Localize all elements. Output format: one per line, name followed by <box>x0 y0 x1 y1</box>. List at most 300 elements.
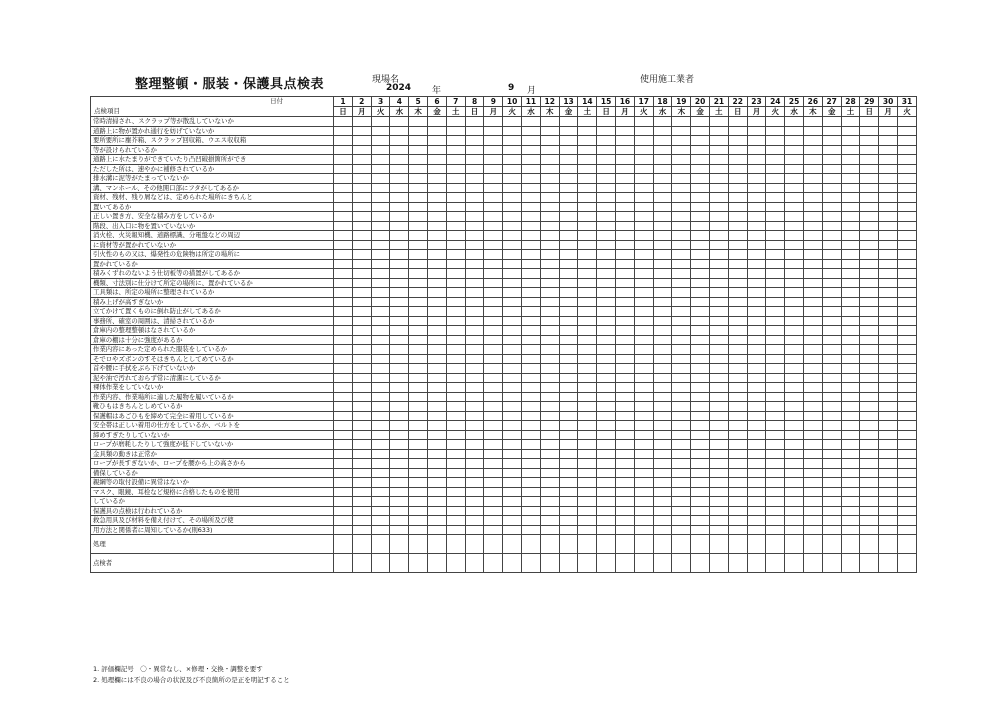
check-cell[interactable] <box>522 402 541 412</box>
check-cell[interactable] <box>616 307 635 317</box>
check-cell[interactable] <box>785 126 804 136</box>
check-cell[interactable] <box>691 364 710 374</box>
check-cell[interactable] <box>616 354 635 364</box>
check-cell[interactable] <box>352 259 371 269</box>
check-cell[interactable] <box>446 497 465 507</box>
check-cell[interactable] <box>597 497 616 507</box>
check-cell[interactable] <box>465 411 484 421</box>
check-cell[interactable] <box>897 221 916 231</box>
check-cell[interactable] <box>409 430 428 440</box>
check-cell[interactable] <box>540 183 559 193</box>
check-cell[interactable] <box>484 231 503 241</box>
check-cell[interactable] <box>559 335 578 345</box>
check-cell[interactable] <box>409 202 428 212</box>
check-cell[interactable] <box>334 288 353 298</box>
check-cell[interactable] <box>747 392 766 402</box>
check-cell[interactable] <box>879 164 898 174</box>
check-cell[interactable] <box>352 250 371 260</box>
check-cell[interactable] <box>578 392 597 402</box>
check-cell[interactable] <box>616 269 635 279</box>
check-cell[interactable] <box>597 297 616 307</box>
check-cell[interactable] <box>860 297 879 307</box>
check-cell[interactable] <box>352 392 371 402</box>
check-cell[interactable] <box>503 183 522 193</box>
check-cell[interactable] <box>804 278 823 288</box>
check-cell[interactable] <box>616 316 635 326</box>
check-cell[interactable] <box>484 126 503 136</box>
check-cell[interactable] <box>446 535 465 554</box>
check-cell[interactable] <box>334 335 353 345</box>
check-cell[interactable] <box>352 354 371 364</box>
check-cell[interactable] <box>465 307 484 317</box>
check-cell[interactable] <box>804 335 823 345</box>
check-cell[interactable] <box>578 497 597 507</box>
check-cell[interactable] <box>710 335 729 345</box>
check-cell[interactable] <box>428 240 447 250</box>
check-cell[interactable] <box>653 240 672 250</box>
check-cell[interactable] <box>559 345 578 355</box>
check-cell[interactable] <box>691 468 710 478</box>
check-cell[interactable] <box>766 554 785 573</box>
check-cell[interactable] <box>428 145 447 155</box>
check-cell[interactable] <box>409 345 428 355</box>
check-cell[interactable] <box>747 183 766 193</box>
check-cell[interactable] <box>897 212 916 222</box>
check-cell[interactable] <box>804 288 823 298</box>
check-cell[interactable] <box>897 554 916 573</box>
check-cell[interactable] <box>446 145 465 155</box>
check-cell[interactable] <box>822 212 841 222</box>
check-cell[interactable] <box>540 478 559 488</box>
check-cell[interactable] <box>352 516 371 526</box>
check-cell[interactable] <box>804 326 823 336</box>
check-cell[interactable] <box>409 506 428 516</box>
check-cell[interactable] <box>747 478 766 488</box>
check-cell[interactable] <box>597 202 616 212</box>
check-cell[interactable] <box>352 440 371 450</box>
check-cell[interactable] <box>822 525 841 535</box>
check-cell[interactable] <box>578 212 597 222</box>
check-cell[interactable] <box>465 155 484 165</box>
check-cell[interactable] <box>540 392 559 402</box>
check-cell[interactable] <box>616 278 635 288</box>
check-cell[interactable] <box>897 487 916 497</box>
check-cell[interactable] <box>540 535 559 554</box>
check-cell[interactable] <box>897 145 916 155</box>
check-cell[interactable] <box>578 421 597 431</box>
check-cell[interactable] <box>559 421 578 431</box>
check-cell[interactable] <box>559 145 578 155</box>
check-cell[interactable] <box>691 487 710 497</box>
check-cell[interactable] <box>879 202 898 212</box>
check-cell[interactable] <box>503 297 522 307</box>
check-cell[interactable] <box>559 516 578 526</box>
check-cell[interactable] <box>371 421 390 431</box>
check-cell[interactable] <box>578 278 597 288</box>
check-cell[interactable] <box>653 354 672 364</box>
check-cell[interactable] <box>597 269 616 279</box>
check-cell[interactable] <box>428 278 447 288</box>
check-cell[interactable] <box>446 364 465 374</box>
check-cell[interactable] <box>728 297 747 307</box>
check-cell[interactable] <box>428 231 447 241</box>
check-cell[interactable] <box>785 354 804 364</box>
check-cell[interactable] <box>428 411 447 421</box>
check-cell[interactable] <box>428 478 447 488</box>
check-cell[interactable] <box>503 250 522 260</box>
check-cell[interactable] <box>691 516 710 526</box>
check-cell[interactable] <box>334 459 353 469</box>
check-cell[interactable] <box>540 250 559 260</box>
check-cell[interactable] <box>897 506 916 516</box>
check-cell[interactable] <box>428 155 447 165</box>
check-cell[interactable] <box>766 373 785 383</box>
check-cell[interactable] <box>616 554 635 573</box>
check-cell[interactable] <box>578 525 597 535</box>
check-cell[interactable] <box>691 354 710 364</box>
check-cell[interactable] <box>503 307 522 317</box>
check-cell[interactable] <box>616 497 635 507</box>
check-cell[interactable] <box>616 468 635 478</box>
check-cell[interactable] <box>804 231 823 241</box>
check-cell[interactable] <box>465 525 484 535</box>
check-cell[interactable] <box>465 373 484 383</box>
check-cell[interactable] <box>860 421 879 431</box>
check-cell[interactable] <box>785 459 804 469</box>
check-cell[interactable] <box>352 174 371 184</box>
check-cell[interactable] <box>540 231 559 241</box>
check-cell[interactable] <box>879 117 898 127</box>
check-cell[interactable] <box>766 164 785 174</box>
check-cell[interactable] <box>879 155 898 165</box>
check-cell[interactable] <box>766 440 785 450</box>
check-cell[interactable] <box>634 402 653 412</box>
check-cell[interactable] <box>522 411 541 421</box>
check-cell[interactable] <box>390 145 409 155</box>
check-cell[interactable] <box>465 402 484 412</box>
check-cell[interactable] <box>371 487 390 497</box>
check-cell[interactable] <box>766 183 785 193</box>
check-cell[interactable] <box>822 269 841 279</box>
check-cell[interactable] <box>390 440 409 450</box>
check-cell[interactable] <box>653 392 672 402</box>
check-cell[interactable] <box>578 478 597 488</box>
check-cell[interactable] <box>409 164 428 174</box>
check-cell[interactable] <box>409 269 428 279</box>
check-cell[interactable] <box>634 497 653 507</box>
check-cell[interactable] <box>634 478 653 488</box>
check-cell[interactable] <box>879 269 898 279</box>
check-cell[interactable] <box>747 145 766 155</box>
check-cell[interactable] <box>390 373 409 383</box>
check-cell[interactable] <box>559 364 578 374</box>
check-cell[interactable] <box>465 164 484 174</box>
check-cell[interactable] <box>634 202 653 212</box>
check-cell[interactable] <box>653 411 672 421</box>
check-cell[interactable] <box>766 411 785 421</box>
check-cell[interactable] <box>634 231 653 241</box>
check-cell[interactable] <box>484 164 503 174</box>
check-cell[interactable] <box>728 459 747 469</box>
check-cell[interactable] <box>465 221 484 231</box>
check-cell[interactable] <box>691 535 710 554</box>
check-cell[interactable] <box>672 402 691 412</box>
check-cell[interactable] <box>616 136 635 146</box>
check-cell[interactable] <box>390 202 409 212</box>
check-cell[interactable] <box>446 307 465 317</box>
check-cell[interactable] <box>371 278 390 288</box>
check-cell[interactable] <box>804 364 823 374</box>
check-cell[interactable] <box>597 392 616 402</box>
check-cell[interactable] <box>747 383 766 393</box>
check-cell[interactable] <box>522 354 541 364</box>
check-cell[interactable] <box>484 373 503 383</box>
check-cell[interactable] <box>334 278 353 288</box>
check-cell[interactable] <box>747 411 766 421</box>
check-cell[interactable] <box>860 202 879 212</box>
check-cell[interactable] <box>334 269 353 279</box>
check-cell[interactable] <box>540 278 559 288</box>
check-cell[interactable] <box>766 231 785 241</box>
check-cell[interactable] <box>728 126 747 136</box>
check-cell[interactable] <box>822 535 841 554</box>
check-cell[interactable] <box>766 430 785 440</box>
check-cell[interactable] <box>616 117 635 127</box>
check-cell[interactable] <box>465 506 484 516</box>
check-cell[interactable] <box>728 316 747 326</box>
check-cell[interactable] <box>879 193 898 203</box>
check-cell[interactable] <box>540 155 559 165</box>
check-cell[interactable] <box>710 155 729 165</box>
check-cell[interactable] <box>446 212 465 222</box>
check-cell[interactable] <box>597 430 616 440</box>
check-cell[interactable] <box>597 164 616 174</box>
check-cell[interactable] <box>390 468 409 478</box>
check-cell[interactable] <box>352 525 371 535</box>
check-cell[interactable] <box>578 364 597 374</box>
check-cell[interactable] <box>860 288 879 298</box>
check-cell[interactable] <box>710 402 729 412</box>
check-cell[interactable] <box>578 307 597 317</box>
check-cell[interactable] <box>691 221 710 231</box>
check-cell[interactable] <box>841 440 860 450</box>
check-cell[interactable] <box>371 335 390 345</box>
check-cell[interactable] <box>841 240 860 250</box>
check-cell[interactable] <box>804 354 823 364</box>
check-cell[interactable] <box>766 525 785 535</box>
check-cell[interactable] <box>334 506 353 516</box>
check-cell[interactable] <box>540 240 559 250</box>
check-cell[interactable] <box>822 402 841 412</box>
check-cell[interactable] <box>728 335 747 345</box>
check-cell[interactable] <box>804 126 823 136</box>
check-cell[interactable] <box>484 316 503 326</box>
check-cell[interactable] <box>728 373 747 383</box>
check-cell[interactable] <box>371 155 390 165</box>
check-cell[interactable] <box>390 364 409 374</box>
check-cell[interactable] <box>409 421 428 431</box>
check-cell[interactable] <box>785 297 804 307</box>
check-cell[interactable] <box>616 326 635 336</box>
check-cell[interactable] <box>428 421 447 431</box>
check-cell[interactable] <box>371 202 390 212</box>
check-cell[interactable] <box>522 117 541 127</box>
check-cell[interactable] <box>841 345 860 355</box>
check-cell[interactable] <box>334 373 353 383</box>
check-cell[interactable] <box>634 240 653 250</box>
check-cell[interactable] <box>428 117 447 127</box>
check-cell[interactable] <box>522 326 541 336</box>
check-cell[interactable] <box>672 183 691 193</box>
check-cell[interactable] <box>691 126 710 136</box>
check-cell[interactable] <box>540 288 559 298</box>
check-cell[interactable] <box>691 193 710 203</box>
check-cell[interactable] <box>371 221 390 231</box>
check-cell[interactable] <box>691 278 710 288</box>
check-cell[interactable] <box>334 421 353 431</box>
check-cell[interactable] <box>860 326 879 336</box>
check-cell[interactable] <box>352 430 371 440</box>
check-cell[interactable] <box>428 202 447 212</box>
check-cell[interactable] <box>841 430 860 440</box>
check-cell[interactable] <box>634 212 653 222</box>
check-cell[interactable] <box>428 516 447 526</box>
check-cell[interactable] <box>428 164 447 174</box>
check-cell[interactable] <box>822 430 841 440</box>
check-cell[interactable] <box>616 411 635 421</box>
check-cell[interactable] <box>766 354 785 364</box>
check-cell[interactable] <box>484 516 503 526</box>
check-cell[interactable] <box>747 250 766 260</box>
check-cell[interactable] <box>879 516 898 526</box>
check-cell[interactable] <box>634 278 653 288</box>
check-cell[interactable] <box>390 117 409 127</box>
check-cell[interactable] <box>672 240 691 250</box>
check-cell[interactable] <box>597 345 616 355</box>
check-cell[interactable] <box>446 421 465 431</box>
check-cell[interactable] <box>409 250 428 260</box>
check-cell[interactable] <box>766 221 785 231</box>
check-cell[interactable] <box>616 364 635 374</box>
check-cell[interactable] <box>616 383 635 393</box>
check-cell[interactable] <box>785 554 804 573</box>
check-cell[interactable] <box>766 316 785 326</box>
check-cell[interactable] <box>446 231 465 241</box>
check-cell[interactable] <box>352 193 371 203</box>
check-cell[interactable] <box>503 345 522 355</box>
check-cell[interactable] <box>785 364 804 374</box>
check-cell[interactable] <box>804 155 823 165</box>
check-cell[interactable] <box>522 145 541 155</box>
check-cell[interactable] <box>578 221 597 231</box>
check-cell[interactable] <box>822 345 841 355</box>
check-cell[interactable] <box>616 145 635 155</box>
check-cell[interactable] <box>465 288 484 298</box>
check-cell[interactable] <box>879 174 898 184</box>
check-cell[interactable] <box>804 269 823 279</box>
check-cell[interactable] <box>728 392 747 402</box>
check-cell[interactable] <box>597 183 616 193</box>
check-cell[interactable] <box>728 288 747 298</box>
check-cell[interactable] <box>484 383 503 393</box>
check-cell[interactable] <box>728 402 747 412</box>
check-cell[interactable] <box>334 183 353 193</box>
check-cell[interactable] <box>597 259 616 269</box>
check-cell[interactable] <box>597 212 616 222</box>
check-cell[interactable] <box>409 278 428 288</box>
check-cell[interactable] <box>616 487 635 497</box>
check-cell[interactable] <box>334 383 353 393</box>
check-cell[interactable] <box>691 383 710 393</box>
check-cell[interactable] <box>371 449 390 459</box>
check-cell[interactable] <box>634 525 653 535</box>
check-cell[interactable] <box>841 392 860 402</box>
check-cell[interactable] <box>352 478 371 488</box>
check-cell[interactable] <box>747 297 766 307</box>
check-cell[interactable] <box>616 288 635 298</box>
check-cell[interactable] <box>747 126 766 136</box>
check-cell[interactable] <box>484 345 503 355</box>
check-cell[interactable] <box>465 193 484 203</box>
check-cell[interactable] <box>710 449 729 459</box>
check-cell[interactable] <box>334 468 353 478</box>
check-cell[interactable] <box>841 487 860 497</box>
check-cell[interactable] <box>653 525 672 535</box>
check-cell[interactable] <box>822 316 841 326</box>
check-cell[interactable] <box>503 478 522 488</box>
check-cell[interactable] <box>484 307 503 317</box>
check-cell[interactable] <box>409 459 428 469</box>
check-cell[interactable] <box>691 525 710 535</box>
check-cell[interactable] <box>822 202 841 212</box>
check-cell[interactable] <box>822 459 841 469</box>
check-cell[interactable] <box>653 155 672 165</box>
check-cell[interactable] <box>334 126 353 136</box>
check-cell[interactable] <box>785 174 804 184</box>
check-cell[interactable] <box>804 202 823 212</box>
check-cell[interactable] <box>672 440 691 450</box>
check-cell[interactable] <box>616 231 635 241</box>
check-cell[interactable] <box>691 136 710 146</box>
check-cell[interactable] <box>897 126 916 136</box>
check-cell[interactable] <box>352 231 371 241</box>
check-cell[interactable] <box>653 136 672 146</box>
check-cell[interactable] <box>897 183 916 193</box>
check-cell[interactable] <box>653 250 672 260</box>
check-cell[interactable] <box>390 288 409 298</box>
check-cell[interactable] <box>747 288 766 298</box>
check-cell[interactable] <box>653 430 672 440</box>
check-cell[interactable] <box>710 212 729 222</box>
check-cell[interactable] <box>653 297 672 307</box>
check-cell[interactable] <box>879 326 898 336</box>
check-cell[interactable] <box>428 307 447 317</box>
check-cell[interactable] <box>559 449 578 459</box>
check-cell[interactable] <box>747 468 766 478</box>
check-cell[interactable] <box>653 288 672 298</box>
check-cell[interactable] <box>484 240 503 250</box>
check-cell[interactable] <box>841 136 860 146</box>
check-cell[interactable] <box>371 478 390 488</box>
check-cell[interactable] <box>747 506 766 516</box>
check-cell[interactable] <box>766 459 785 469</box>
check-cell[interactable] <box>616 449 635 459</box>
check-cell[interactable] <box>897 364 916 374</box>
check-cell[interactable] <box>559 212 578 222</box>
check-cell[interactable] <box>747 354 766 364</box>
check-cell[interactable] <box>766 402 785 412</box>
check-cell[interactable] <box>785 516 804 526</box>
